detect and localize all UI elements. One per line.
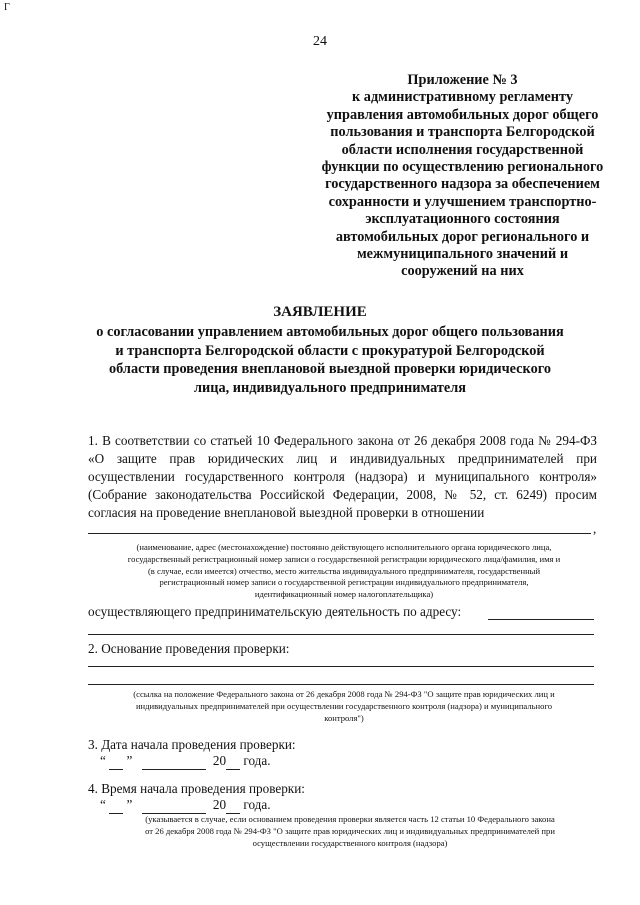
subtitle-line: лица, индивидуального предпринимателя	[193, 379, 466, 396]
hint-line: (в случае, если имеется) отчество, место жительства индивидуального предпринимателя, государственный	[147, 565, 541, 576]
document-title: ЗАЯВЛЕНИЕ	[273, 304, 367, 320]
section-4-label: 4. Время начала проведения проверки:	[88, 781, 305, 796]
entity-name-line[interactable]	[88, 533, 591, 534]
entity-hint	[88, 542, 600, 601]
month-field[interactable]	[142, 797, 206, 814]
section-1-text: 1. В соответствии со статьей 10 Федерального закона от 26 декабря 2008 года № 294-ФЗ «О защите прав юридических лиц и индивидуальных предпринимателей при осуществлении государственного контроля (надзора) и муниципального контроля» (Собрание законодательства Российской Федерации, 2008, № 52, ст. 6249) просим согласия на проведение внеплановой выездной проверки в отношении	[88, 433, 597, 520]
quote-close: ”	[126, 797, 133, 812]
hint-line: (наименование, адрес (местонахождение) постоянно действующего исполнительного органа юридического лица,	[136, 542, 552, 552]
hint-line: (ссылка на положение Федерального закона от 26 декабря 2008 года № 294-ФЗ "О защите прав юридических лиц и	[133, 689, 555, 699]
appendix-line: эксплуатационного состояния	[365, 211, 560, 228]
appendix-line: сооружений на них	[401, 263, 524, 280]
start-date-row	[100, 753, 271, 770]
subtitle-line: и транспорта Белгородской области с прокуратурой Белгородской	[115, 342, 545, 359]
basis-field[interactable]	[88, 666, 594, 667]
day-field[interactable]	[109, 753, 123, 770]
year-field[interactable]	[226, 753, 240, 770]
quote-close: ”	[126, 753, 133, 768]
quote-open: “	[100, 797, 106, 812]
year-prefix: 20	[212, 753, 227, 768]
appendix-line: государственного надзора за обеспечением	[325, 176, 600, 193]
address-field-2[interactable]	[88, 634, 594, 635]
hint-line: контроля")	[324, 712, 364, 723]
hint-line: регистрационный номер записи о государственной регистрации индивидуального предпринимателя,	[159, 577, 529, 588]
hint-line: от 26 декабря 2008 года № 294-ФЗ "О защите прав юридических лиц и индивидуальных предпринимателей при	[145, 825, 555, 836]
page-number: 24	[313, 34, 327, 49]
appendix-line: управления автомобильных дорог общего	[326, 106, 599, 123]
start-time-row	[100, 797, 271, 814]
address-field[interactable]	[488, 619, 594, 620]
appendix-line: Приложение № 3	[407, 72, 518, 88]
appendix-line: сохранности и улучшением транспортно-	[328, 193, 597, 210]
subtitle-line: области проведения внеплановой выездной проверки юридического	[108, 361, 552, 377]
quote-open: “	[100, 753, 106, 768]
hint-line: государственный регистрационный номер записи о государственной регистрации юридического лица/фамилия, имя и	[127, 553, 561, 564]
document-subtitle	[70, 323, 590, 397]
appendix-line: функции по осуществлению регионального	[321, 159, 604, 176]
comma: ,	[593, 521, 597, 536]
year-suffix: года.	[243, 753, 271, 768]
appendix-header	[300, 72, 625, 281]
time-hint	[100, 814, 600, 849]
hint-line: осуществлении государственного контроля (надзора)	[252, 837, 448, 848]
appendix-line: автомобильных дорог регионального и	[335, 228, 590, 245]
month-field[interactable]	[142, 753, 206, 770]
section-2-label: 2. Основание проведения проверки:	[88, 641, 290, 656]
basis-field-2[interactable]	[88, 684, 594, 685]
section-3-label: 3. Дата начала проведения проверки:	[88, 737, 296, 752]
year-field[interactable]	[226, 797, 240, 814]
year-prefix: 20	[212, 797, 227, 812]
day-field[interactable]	[109, 797, 123, 814]
corner-mark: Г	[4, 2, 10, 13]
appendix-line: межмуниципального значений и	[356, 246, 569, 263]
appendix-line: области исполнения государственной	[341, 141, 584, 158]
appendix-line: пользования и транспорта Белгородской	[330, 124, 595, 141]
hint-line: (указывается в случае, если основанием проведения проверки является часть 12 статьи 10 Федерального закона	[145, 814, 555, 824]
address-label: осуществляющего предпринимательскую деятельность по адресу:	[88, 604, 462, 619]
year-suffix: года.	[243, 797, 271, 812]
appendix-line: к административному регламенту	[351, 89, 573, 106]
hint-line: идентификационный номер налогоплательщика)	[254, 589, 434, 600]
subtitle-line: о согласовании управлением автомобильных дорог общего пользования	[96, 324, 564, 340]
hint-line: индивидуальных предпринимателей при осуществлении государственного контроля (надзора) и муниципального	[135, 700, 553, 711]
basis-hint	[88, 689, 600, 724]
